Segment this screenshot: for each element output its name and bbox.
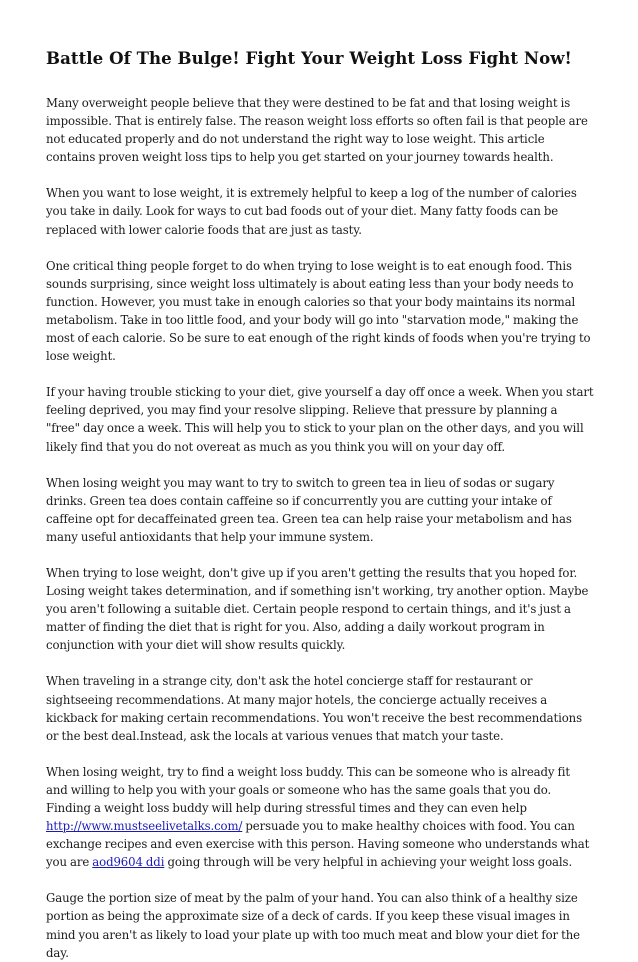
paragraph-day-off: If your having trouble sticking to your diet, give yourself a day off once a week. When you start feeling deprived, you may find your resolve slipping. Relieve that pressure by planning a "free" day once a week. This will help you to stick to your plan on the other days, and you will likely find that you do not overeat as much as you think you will on your day off. [46,385,594,454]
paragraph-dont-give-up: When trying to lose weight, don't give up if you aren't getting the results that you hoped for. Losing weight takes determination, and if something isn't working, try another option. Maybe you aren't following a suitable diet. Certain people respond to certain things, and it's just a matter of finding the diet that is right for you. Also, adding a daily workout program in conjunction with your diet will show results quickly. [46,565,589,653]
paragraph-eat-enough: One critical thing people forget to do when trying to lose weight is to eat enough food. This sounds surprising, since weight loss ultimately is about eating less than your body needs to function. However, you must take in enough calories so that your body maintains its normal metabolism. Take in too little food, and your body will go into "starvation mode," making the most of each calorie. So be sure to eat enough of the right kinds of foods when you're trying to lose weight. [46,258,591,364]
buddy-text-1: When losing weight, try to find a weight loss buddy. This can be someone who is already fit and willing to help you with your goals or someone who has the same goals that you do. Finding a weight loss buddy will help during stressful times and they can even help [46,764,571,815]
aod9604-link[interactable]: aod9604 ddi [92,855,165,870]
paragraph-portion-size: Gauge the portion size of meat by the palm of your hand. You can also think of a healthy size portion as being the approximate size of a deck of cards. If you keep these visual images in mind you aren't as likely to load your plate up with too much meat and blow your diet for the day. [46,891,580,960]
paragraph-traveling: When traveling in a strange city, don't ask the hotel concierge staff for restaurant or sightseeing recommendations. At many major hotels, the concierge actually receives a kickback for making certain recommendations. You won't receive the best recommendations or the best deal.Instead, ask the locals at various venues that match your taste. [46,674,582,743]
mustseelivetalks-link[interactable]: http://www.mustseelivetalks.com/ [46,819,243,834]
buddy-text-2: persuade you to make healthy choices with food. You can exchange recipes and even exercise with this person. Having someone who understands what you are [46,819,590,870]
paragraph-intro: Many overweight people believe that they were destined to be fat and that losing weight is impossible. That is entirely false. The reason weight loss efforts so often fail is that people are not educated properly and do not understand the right way to lose weight. This article contains proven weight loss tips to help you get started on your journey towards health. [46,96,588,165]
paragraph-buddy [46,763,594,872]
paragraph-green-tea: When losing weight you may want to try to switch to green tea in lieu of sodas or sugary drinks. Green tea does contain caffeine so if concurrently you are cutting your intake of caffeine opt for decaffeinated green tea. Green tea can help raise your metabolism and has many useful antioxidants that help your immune system. [46,475,572,544]
paragraph-calorie-log: When you want to lose weight, it is extremely helpful to keep a log of the number of calories you take in daily. Look for ways to cut bad foods out of your diet. Many fatty foods can be replaced with lower calorie foods that are just as tasty. [46,186,577,237]
article-title: Battle Of The Bulge! Fight Your Weight Loss Fight Now! [46,48,572,68]
buddy-text-3: going through will be very helpful in achieving your weight loss goals. [164,855,573,870]
